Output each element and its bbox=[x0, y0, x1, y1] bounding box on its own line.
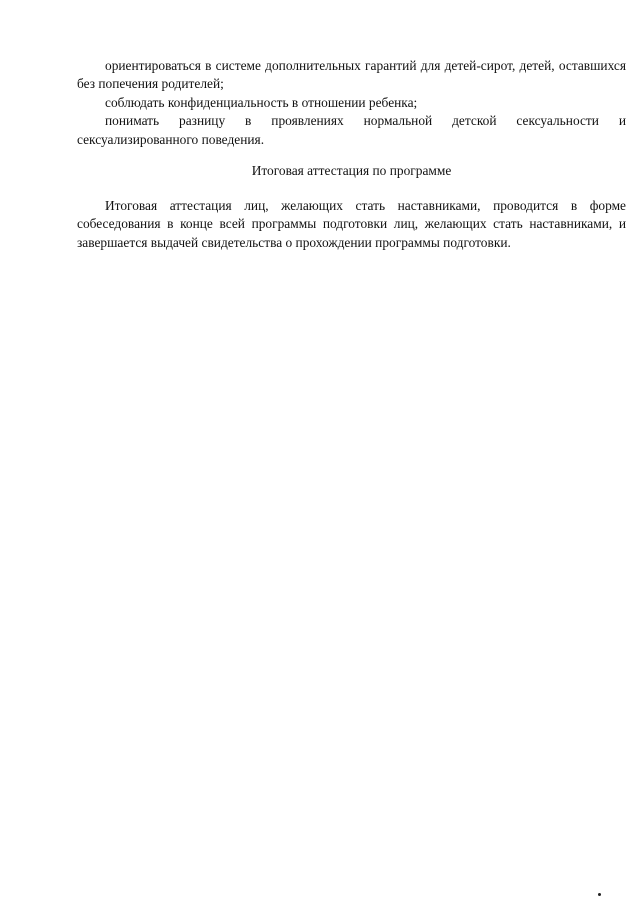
competency-list bbox=[77, 57, 626, 149]
page-mark-dot bbox=[598, 893, 601, 896]
section-body bbox=[77, 197, 626, 252]
list-item: ориентироваться в системе дополнительных гарантий для детей-сирот, детей, оставшихся без попечения родителей; bbox=[77, 58, 626, 92]
list-item: понимать разницу в проявлениях нормальной детской сексуальности и сексуализированного поведения. bbox=[77, 113, 626, 147]
section-paragraph: Итоговая аттестация лиц, желающих стать наставниками, проводится в форме собеседования в конце всей программы подготовки лиц, желающих стать наставниками, и завершается выдачей свидетельства о прохождении программы подготовки. bbox=[77, 198, 626, 250]
section-heading: Итоговая аттестация по программе bbox=[251, 163, 452, 178]
list-item: соблюдать конфиденциальность в отношении ребенка; bbox=[105, 94, 418, 110]
